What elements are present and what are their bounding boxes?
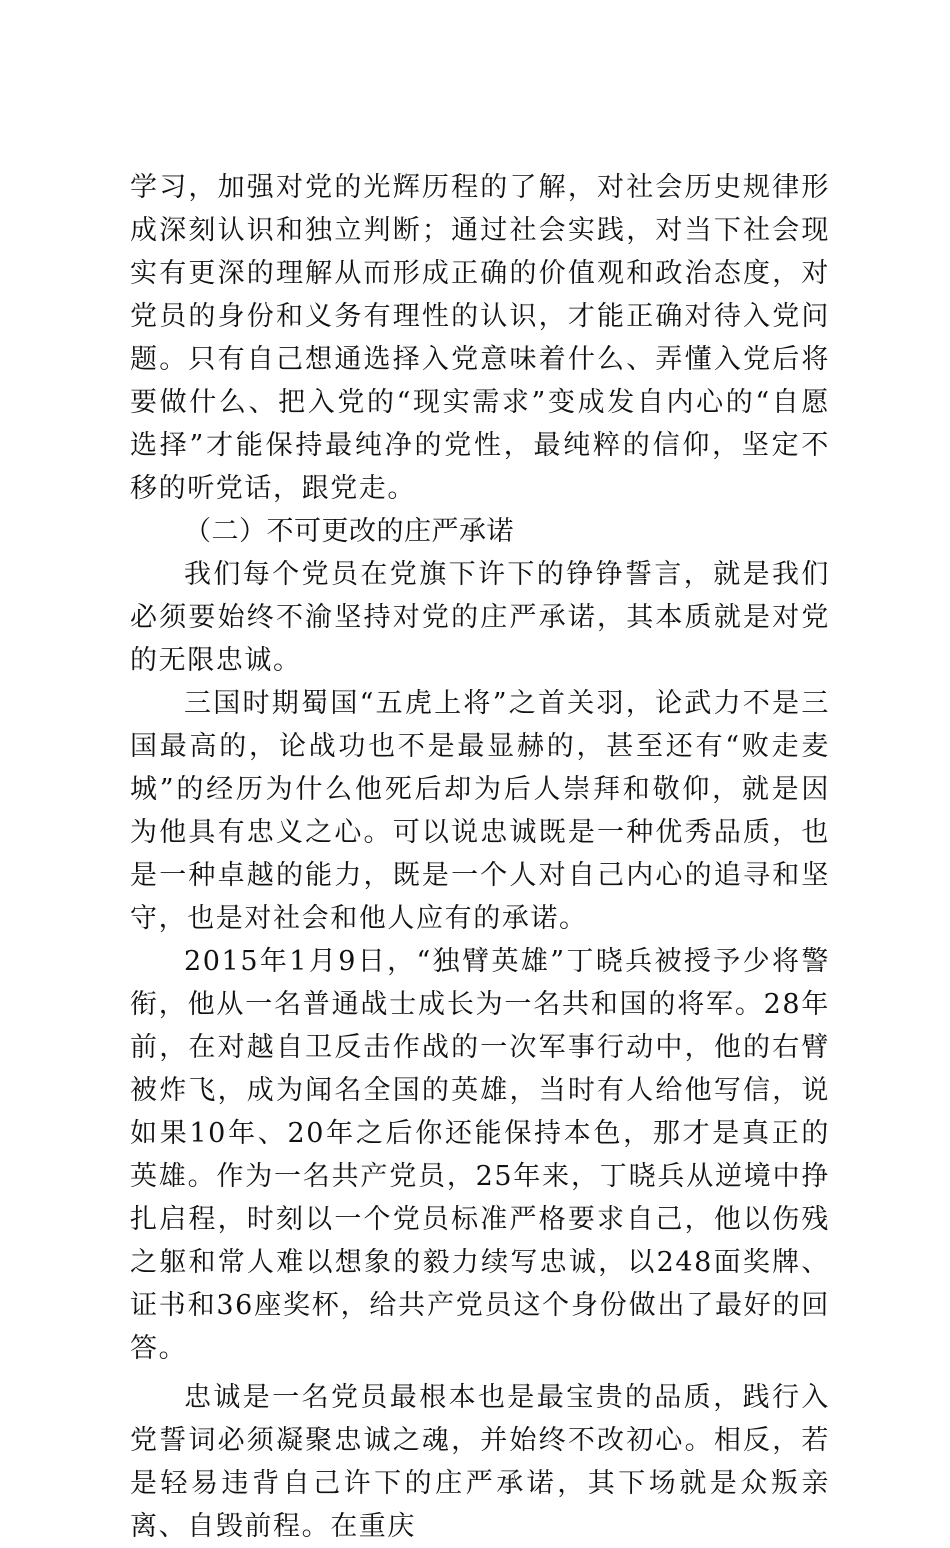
document-body bbox=[130, 166, 830, 1548]
paragraph-guan-yu: 三国时期蜀国“五虎上将”之首关羽，论武力不是三国最高的，论战功也不是最显赫的，甚至还有“败走麦城”的经历为什么他死后却为后人崇拜和敬仰，就是因为他具有忠义之心。可以说忠诚既是一种优秀品质，也是一种卓越的能力，既是一个人对自己内心的追寻和坚守，也是对社会和他人应有的承诺。 bbox=[130, 688, 830, 934]
section-heading: （二）不可更改的庄严承诺 bbox=[184, 516, 514, 547]
paragraph-continuation: 学习，加强对党的光辉历程的了解，对社会历史规律形成深刻认识和独立判断；通过社会实践，对当下社会现实有更深的理解从而形成正确的价值观和政治态度，对党员的身份和义务有理性的认识，才能正确对待入党问题。只有自己想通选择入党意味着什么、弄懂入党后将要做什么、把入党的“现实需求”变成发自内心的“自愿选择”才能保持最纯净的党性，最纯粹的信仰，坚定不移的听党话，跟党走。 bbox=[130, 172, 830, 504]
paragraph-oath: 我们每个党员在党旗下许下的铮铮誓言，就是我们必须要始终不渝坚持对党的庄严承诺，其本质就是对党的无限忠诚。 bbox=[130, 559, 830, 676]
paragraph-loyalty: 忠诚是一名党员最根本也是最宝贵的品质，践行入党誓词必须凝聚忠诚之魂，并始终不改初心。相反，若是轻易违背自己许下的庄严承诺，其下场就是众叛亲离、自毁前程。在重庆 bbox=[130, 1382, 830, 1542]
paragraph-ding-xiaobing: 2015年1月9日，“独臂英雄”丁晓兵被授予少将警衔，他从一名普通战士成长为一名共和国的将军。28年前，在对越自卫反击作战的一次军事行动中，他的右臂被炸飞，成为闻名全国的英雄，当时有人给他写信，说如果10年、20年之后你还能保持本色，那才是真正的英雄。作为一名共产党员，25年来，丁晓兵从逆境中挣扎启程，时刻以一个党员标准严格要求自己，他以伤残之躯和常人难以想象的毅力续写忠诚，以248面奖牌、证书和36座奖杯，给共产党员这个身份做出了最好的回答。 bbox=[130, 946, 830, 1364]
